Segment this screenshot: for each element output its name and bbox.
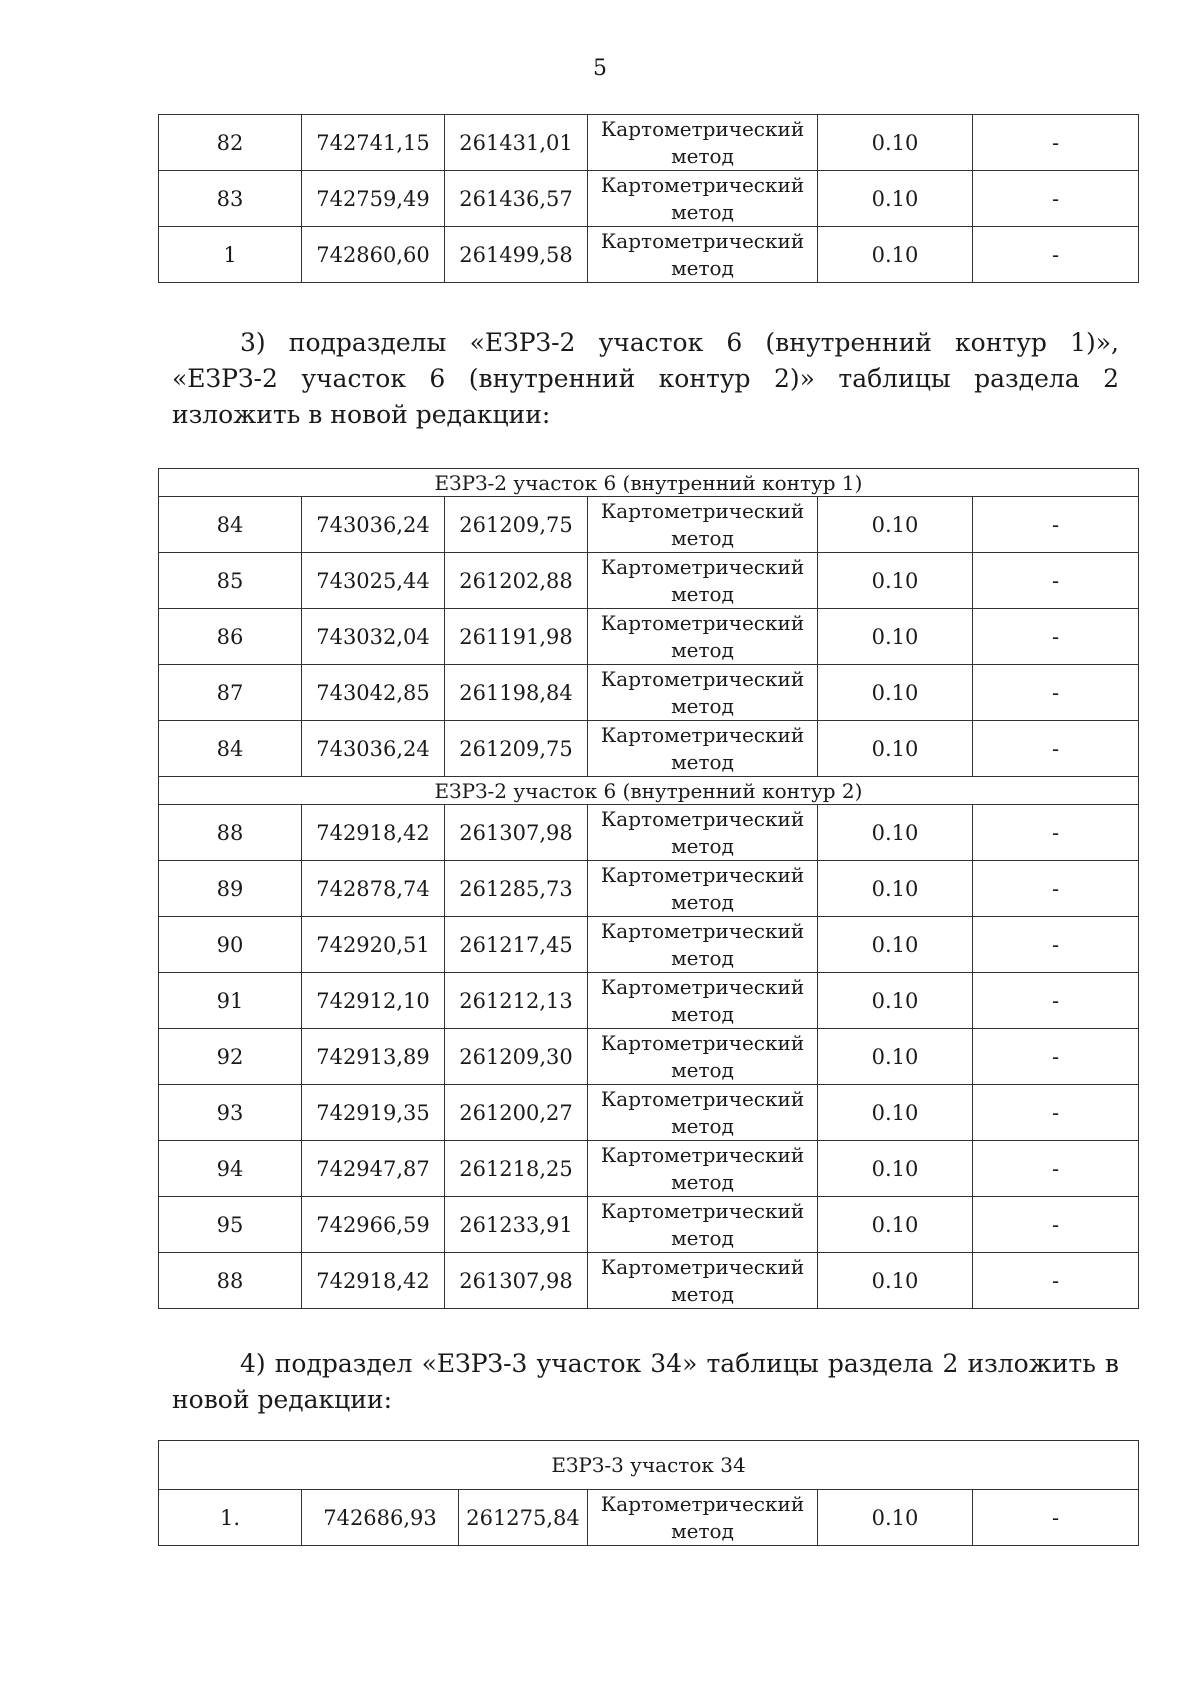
accuracy-cell: 0.10 <box>818 553 973 609</box>
point-number-cell: 83 <box>159 171 302 227</box>
y-coordinate-cell: 261209,75 <box>445 497 588 553</box>
method-cell <box>588 609 818 665</box>
section-header-row <box>159 777 1139 805</box>
accuracy-cell: 0.10 <box>818 721 973 777</box>
method-line-1: Картометрический <box>600 498 805 523</box>
table-row <box>159 1085 1139 1141</box>
method-cell <box>588 721 818 777</box>
method-cell <box>588 665 818 721</box>
table-row <box>159 917 1139 973</box>
accuracy-cell: 0.10 <box>818 115 973 171</box>
accuracy-cell: 0.10 <box>818 227 973 283</box>
x-coordinate-cell: 743025,44 <box>302 553 445 609</box>
accuracy-cell: 0.10 <box>818 917 973 973</box>
method-line-2: метод <box>671 1113 734 1138</box>
table-row <box>159 115 1139 171</box>
x-coordinate-cell: 742741,15 <box>302 115 445 171</box>
note-cell: - <box>973 861 1139 917</box>
method-line-2: метод <box>671 581 734 606</box>
accuracy-cell: 0.10 <box>818 973 973 1029</box>
accuracy-cell: 0.10 <box>818 1141 973 1197</box>
note-cell: - <box>973 115 1139 171</box>
point-number-cell: 95 <box>159 1197 302 1253</box>
x-coordinate-cell: 742918,42 <box>302 805 445 861</box>
section-title-uchastok-34: ЕЗРЗ-3 участок 34 <box>159 1441 1139 1490</box>
method-cell <box>588 917 818 973</box>
note-cell: - <box>973 973 1139 1029</box>
accuracy-cell: 0.10 <box>818 609 973 665</box>
point-number-cell: 85 <box>159 553 302 609</box>
method-line-1: Картометрический <box>600 1254 805 1279</box>
method-cell <box>588 1085 818 1141</box>
method-line-1: Картометрический <box>600 610 805 635</box>
note-cell: - <box>973 553 1139 609</box>
point-number-cell: 86 <box>159 609 302 665</box>
method-line-2: метод <box>671 1001 734 1026</box>
section-header-row <box>159 1441 1139 1490</box>
table-row <box>159 227 1139 283</box>
page-number: 5 <box>593 56 607 81</box>
y-coordinate-cell: 261233,91 <box>445 1197 588 1253</box>
method-line-1: Картометрический <box>600 1198 805 1223</box>
note-cell: - <box>973 721 1139 777</box>
x-coordinate-cell: 743036,24 <box>302 721 445 777</box>
method-cell <box>588 1197 818 1253</box>
point-number-cell: 84 <box>159 721 302 777</box>
y-coordinate-cell: 261200,27 <box>445 1085 588 1141</box>
section-title-contour-1: ЕЗРЗ-2 участок 6 (внутренний контур 1) <box>159 469 1139 497</box>
paragraph-4: 4) подраздел «ЕЗРЗ-3 участок 34» таблицы раздела 2 изложить в новой редакции: <box>172 1349 1119 1414</box>
point-number-cell: 87 <box>159 665 302 721</box>
x-coordinate-cell: 743036,24 <box>302 497 445 553</box>
method-line-1: Картометрический <box>600 116 805 141</box>
x-coordinate-cell: 742966,59 <box>302 1197 445 1253</box>
method-line-2: метод <box>671 255 734 280</box>
method-line-1: Картометрический <box>600 666 805 691</box>
y-coordinate-cell: 261209,75 <box>445 721 588 777</box>
method-line-2: метод <box>671 1169 734 1194</box>
method-line-2: метод <box>671 143 734 168</box>
method-cell <box>588 973 818 1029</box>
method-line-2: метод <box>671 1518 734 1543</box>
coordinates-table-inner-contours <box>158 468 1139 1309</box>
point-number-cell: 94 <box>159 1141 302 1197</box>
table-row <box>159 973 1139 1029</box>
point-number-cell: 88 <box>159 805 302 861</box>
method-line-1: Картометрический <box>600 918 805 943</box>
x-coordinate-cell: 742913,89 <box>302 1029 445 1085</box>
coordinates-table-top <box>158 114 1139 283</box>
y-coordinate-cell: 261218,25 <box>445 1141 588 1197</box>
method-line-1: Картометрический <box>600 974 805 999</box>
method-line-2: метод <box>671 1225 734 1250</box>
table-row <box>159 497 1139 553</box>
note-cell: - <box>973 609 1139 665</box>
note-cell: - <box>973 1085 1139 1141</box>
section-header-row <box>159 469 1139 497</box>
table-row <box>159 665 1139 721</box>
x-coordinate-cell: 743042,85 <box>302 665 445 721</box>
accuracy-cell: 0.10 <box>818 1253 973 1309</box>
x-coordinate-cell: 742860,60 <box>302 227 445 283</box>
table-row <box>159 721 1139 777</box>
x-coordinate-cell: 742919,35 <box>302 1085 445 1141</box>
method-line-1: Картометрический <box>600 554 805 579</box>
point-number-cell: 90 <box>159 917 302 973</box>
method-line-1: Картометрический <box>600 806 805 831</box>
point-number-cell: 1 <box>159 227 302 283</box>
method-line-1: Картометрический <box>600 1142 805 1167</box>
method-line-2: метод <box>671 199 734 224</box>
method-line-1: Картометрический <box>600 722 805 747</box>
y-coordinate-cell: 261202,88 <box>445 553 588 609</box>
y-coordinate-cell: 261499,58 <box>445 227 588 283</box>
table-row <box>159 1490 1139 1546</box>
table-row <box>159 1197 1139 1253</box>
note-cell: - <box>973 1029 1139 1085</box>
accuracy-cell: 0.10 <box>818 171 973 227</box>
note-cell: - <box>973 227 1139 283</box>
table-row <box>159 805 1139 861</box>
method-line-2: метод <box>671 1281 734 1306</box>
y-coordinate-cell: 261285,73 <box>445 861 588 917</box>
table-row <box>159 171 1139 227</box>
table-row <box>159 1029 1139 1085</box>
y-coordinate-cell: 261307,98 <box>445 1253 588 1309</box>
method-cell <box>588 1141 818 1197</box>
y-coordinate-cell: 261209,30 <box>445 1029 588 1085</box>
accuracy-cell: 0.10 <box>818 665 973 721</box>
y-coordinate-cell: 261307,98 <box>445 805 588 861</box>
note-cell: - <box>973 497 1139 553</box>
x-coordinate-cell: 742920,51 <box>302 917 445 973</box>
method-cell <box>588 1253 818 1309</box>
accuracy-cell: 0.10 <box>818 1197 973 1253</box>
accuracy-cell: 0.10 <box>818 1029 973 1085</box>
point-number-cell: 91 <box>159 973 302 1029</box>
method-cell <box>588 1029 818 1085</box>
point-number-cell: 84 <box>159 497 302 553</box>
accuracy-cell: 0.10 <box>818 497 973 553</box>
method-line-2: метод <box>671 945 734 970</box>
method-line-1: Картометрический <box>600 1491 805 1516</box>
y-coordinate-cell: 261436,57 <box>445 171 588 227</box>
point-number-cell: 93 <box>159 1085 302 1141</box>
note-cell: - <box>973 1141 1139 1197</box>
method-line-1: Картометрический <box>600 1030 805 1055</box>
x-coordinate-cell: 743032,04 <box>302 609 445 665</box>
table-row <box>159 1141 1139 1197</box>
table-row <box>159 861 1139 917</box>
method-line-1: Картометрический <box>600 228 805 253</box>
method-line-2: метод <box>671 889 734 914</box>
note-cell: - <box>973 171 1139 227</box>
point-number-cell: 1. <box>159 1490 302 1546</box>
method-cell <box>588 227 818 283</box>
method-cell <box>588 553 818 609</box>
point-number-cell: 92 <box>159 1029 302 1085</box>
x-coordinate-cell: 742759,49 <box>302 171 445 227</box>
accuracy-cell: 0.10 <box>818 861 973 917</box>
y-coordinate-cell: 261212,13 <box>445 973 588 1029</box>
method-line-2: метод <box>671 637 734 662</box>
note-cell: - <box>973 917 1139 973</box>
x-coordinate-cell: 742878,74 <box>302 861 445 917</box>
note-cell: - <box>973 665 1139 721</box>
coordinates-table-bottom <box>158 1440 1139 1546</box>
point-number-cell: 88 <box>159 1253 302 1309</box>
point-number-cell: 89 <box>159 861 302 917</box>
point-number-cell: 82 <box>159 115 302 171</box>
method-line-2: метод <box>671 693 734 718</box>
note-cell: - <box>973 1490 1139 1546</box>
table-row <box>159 609 1139 665</box>
accuracy-cell: 0.10 <box>818 1490 973 1546</box>
note-cell: - <box>973 805 1139 861</box>
method-cell <box>588 115 818 171</box>
method-cell <box>588 1490 818 1546</box>
section-title-contour-2: ЕЗРЗ-2 участок 6 (внутренний контур 2) <box>159 777 1139 805</box>
note-cell: - <box>973 1253 1139 1309</box>
paragraph-3: 3) подразделы «ЕЗРЗ-2 участок 6 (внутренний контур 1)», «ЕЗРЗ-2 участок 6 (внутренний контур 2)» таблицы раздела 2 изложить в новой редакции: <box>172 328 1119 429</box>
method-cell <box>588 805 818 861</box>
method-line-2: метод <box>671 1057 734 1082</box>
accuracy-cell: 0.10 <box>818 1085 973 1141</box>
method-cell <box>588 171 818 227</box>
method-line-2: метод <box>671 749 734 774</box>
x-coordinate-cell: 742947,87 <box>302 1141 445 1197</box>
y-coordinate-cell: 261191,98 <box>445 609 588 665</box>
method-line-2: метод <box>671 525 734 550</box>
method-line-1: Картометрический <box>600 1086 805 1111</box>
y-coordinate-cell: 261431,01 <box>445 115 588 171</box>
y-coordinate-cell: 261217,45 <box>445 917 588 973</box>
y-coordinate-cell: 261198,84 <box>445 665 588 721</box>
method-cell <box>588 497 818 553</box>
method-line-1: Картометрический <box>600 172 805 197</box>
method-line-1: Картометрический <box>600 862 805 887</box>
table-row <box>159 1253 1139 1309</box>
method-cell <box>588 861 818 917</box>
note-cell: - <box>973 1197 1139 1253</box>
method-line-2: метод <box>671 833 734 858</box>
x-coordinate-cell: 742912,10 <box>302 973 445 1029</box>
x-coordinate-cell: 742918,42 <box>302 1253 445 1309</box>
accuracy-cell: 0.10 <box>818 805 973 861</box>
y-coordinate-cell: 261275,84 <box>459 1490 588 1546</box>
x-coordinate-cell: 742686,93 <box>302 1490 459 1546</box>
table-row <box>159 553 1139 609</box>
